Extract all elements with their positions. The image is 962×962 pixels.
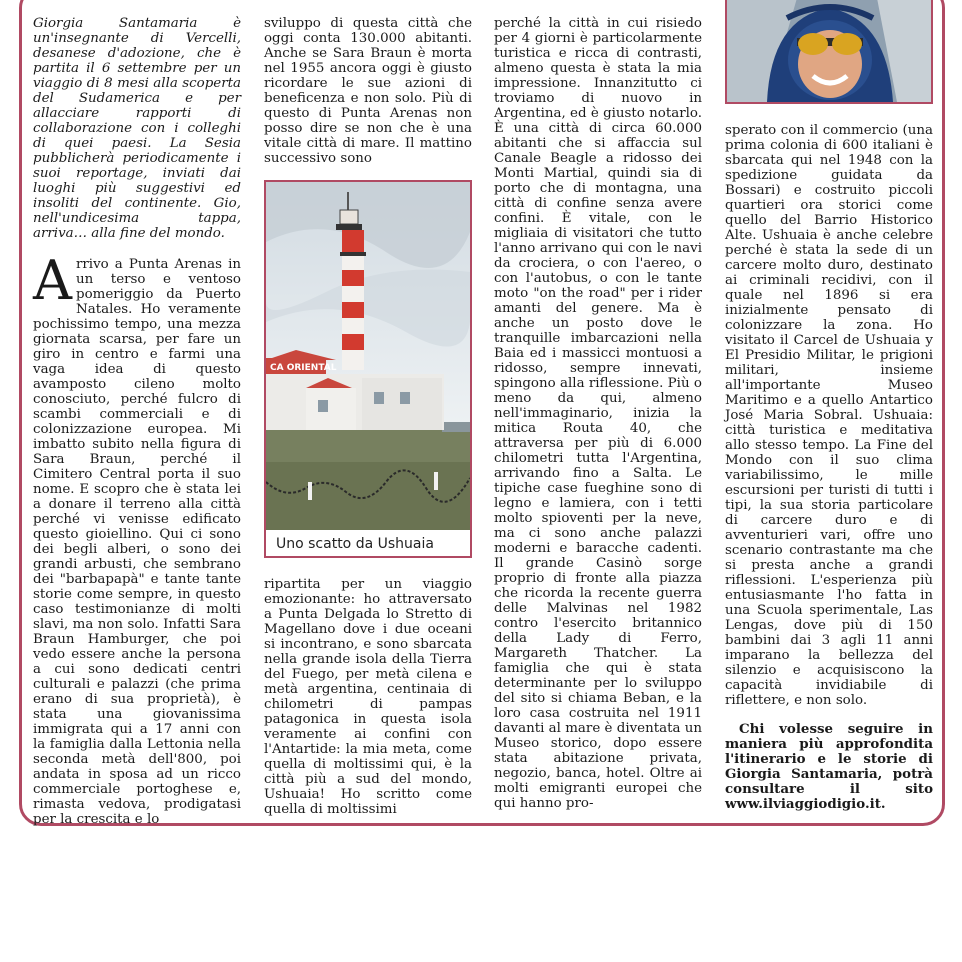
column-2-bottom-text: ripartita per un viaggio emozionante: ho attraversato a Punta Delgada lo Stretto di Magellano dove i due oceani si incontrano, e sono sbarcata nella grande isola della Tierra del Fuego, per metà cilena e metà argentina, centinaia di chilometri di pampas patagonica in questa isola veramente ai confini con l'Antartide: la mia meta, come quella di moltissimi qui, è la città più a sud del mondo, Ushuaia! Ho scritto come quella di moltissimi [264, 577, 472, 817]
column-2-top-text: sviluppo di questa città che oggi conta 130.000 abitanti. Anche se Sara Braun è morta nel 1955 ancora oggi è giusto ricordare le sue azioni di beneficenza e non solo. Più di questo di Punta Arenas non posso dire se non che è una vitale città di mare. Il mattino successivo sono [264, 16, 472, 166]
dropcap: A [33, 249, 72, 312]
closing-note: Chi volesse seguire in maniera più approfondita l'itinerario e le storie di Giorgia Santamaria, potrà consultare il sito www.ilviaggiodigio.it. [725, 721, 933, 812]
portrait-image [727, 0, 931, 102]
lighthouse-photo [264, 180, 472, 558]
column-1 [33, 16, 241, 827]
column-3 [494, 16, 702, 811]
lighthouse-image [266, 182, 470, 530]
column-1-body [33, 249, 241, 827]
column-2-bottom [264, 577, 472, 817]
building-sign: CA ORIENTAL [270, 363, 337, 373]
photo-caption: Uno scatto da Ushuaia [276, 536, 434, 552]
column-2 [264, 16, 472, 166]
column-3-text: perché la città in cui risiedo per 4 giorni è particolarmente turistica e ricca di contrasti, almeno questa è stata la mia impressione. Innanzitutto ci troviamo di nuovo in Argentina, ed è giusto notarlo. È una città di circa 60.000 abitanti che si affaccia sul Canale Beagle a ridosso dei Monti Martial, quindi sia di porto che di montagna, una città di confine senza avere confini. È vitale, con le migliaia di visitatori che tutto l'anno arrivano qui con le navi da crociera, o con l'aereo, o con l'autobus, o con le tante moto "on the road" per i rider amanti del genere. Ma è anche un posto dove le tranquille imbarcazioni nella Baia ed i massicci montuosi a ridosso, sempre innevati, spingono alla riflessione. Più o meno da qui, almeno nell'immaginario, inizia la mitica Routa 40, che attraversa per più di 6.000 chilometri tutta l'Argentina, arrivando fino a Salta. Le tipiche case fueghine sono di legno e lamiera, con i tetti molto spioventi per la neve, ma ci sono anche palazzi moderni e baracche cadenti. Il grande Casinò sorge proprio di fronte alla piazza che ricorda la recente guerra delle Malvinas nel 1982 contro l'esercito britannico della Lady di Ferro, Margareth Thatcher. La famiglia che qui è stata determinante per lo sviluppo del sito si chiama Beban, e la loro casa costruita nel 1911 davanti al mare è diventata un Museo storico, dopo essere stata abitazione privata, negozio, banca, hotel. Oltre ai molti emigranti europei che qui hanno pro- [494, 16, 702, 811]
column-4 [725, 123, 933, 812]
intro-text: Giorgia Santamaria è un'insegnante di Vercelli, desanese d'adozione, che è partita il 6 settembre per un viaggio di 8 mesi alla scoperta del Sudamerica e per allacciare rapporti di collaborazione con i colleghi di quei paesi. La Sesia pubblicherà periodicamente i suoi reportage, inviati dai luoghi più suggestivi ed insoliti del continente. Gio, nell'undicesima tappa, arriva… alla fine del mondo. [33, 16, 241, 241]
portrait-illustration [727, 0, 931, 102]
lighthouse-illustration [266, 182, 470, 530]
column-1-text: rrivo a Punta Arenas in un terso e ventoso pomeriggio da Puerto Natales. Ho veramente pochissimo tempo, una mezza giornata scarsa, per fare un giro in centro e farmi una vaga idea di questo avamposto cileno molto conosciuto, perché fulcro di scambi commerciali e di colonizzazione europea. Mi imbatto subito nella figura di Sara Braun, perché il Cimitero Central porta il suo nome. E scopro che è stata lei a donare il terreno alla città perché vi venisse edificato questo gioiellino. Qui ci sono dei begli alberi, o sono dei grandi arbusti, che sembrano dei "barbapapà" e tante tante storie come sempre, in questo caso testimonianze di molti slavi, ma non solo. Infatti Sara Braun Hamburger, che poi vedo essere anche la persona a cui sono dedicati centri culturali e palazzi (che prima erano di sua proprietà), è stata una giovanissima immigrata qui a 17 anni con la famiglia dalla Lettonia nella seconda metà dell'800, poi andata in sposa ad un ricco commerciale portoghese e, rimasta vedova, prodigatasi per la crescita e lo [33, 257, 241, 827]
column-4-text: sperato con il commercio (una prima colonia di 600 italiani è sbarcata qui nel 1948 con la spedizione guidata da Bossari) e costruito piccoli quartieri ora storici come quello del Barrio Historico Alte. Ushuaia è anche celebre perché è stata la sede di un carcere molto duro, destinato ai criminali recidivi, con il quale nel 1896 si era inizialmente pensato di colonizzare la zona. Ho visitato il Carcel de Ushuaia y El Presidio Militar, le prigioni militari, insieme all'importante Museo Maritimo e a quello Antartico José Maria Sobral. Ushuaia: città turistica e meditativa allo stesso tempo. La Fine del Mondo con il suo clima variabilissimo, le mille escursioni per turisti di tutti i tipi, la sua storia particolare di carcere duro e di avventurieri vari, offre uno scenario contrastante ma che si presta anche a grandi riflessioni. L'esperienza più entusiasmante l'ho fatta in una Scuola sperimentale, Las Lengas, dove più di 150 bambini dai 3 agli 11 anni imparano la bellezza del silenzio e acquisiscono la capacità invidiabile di riflettere, e non solo. [725, 123, 933, 708]
portrait-photo [725, 0, 933, 104]
